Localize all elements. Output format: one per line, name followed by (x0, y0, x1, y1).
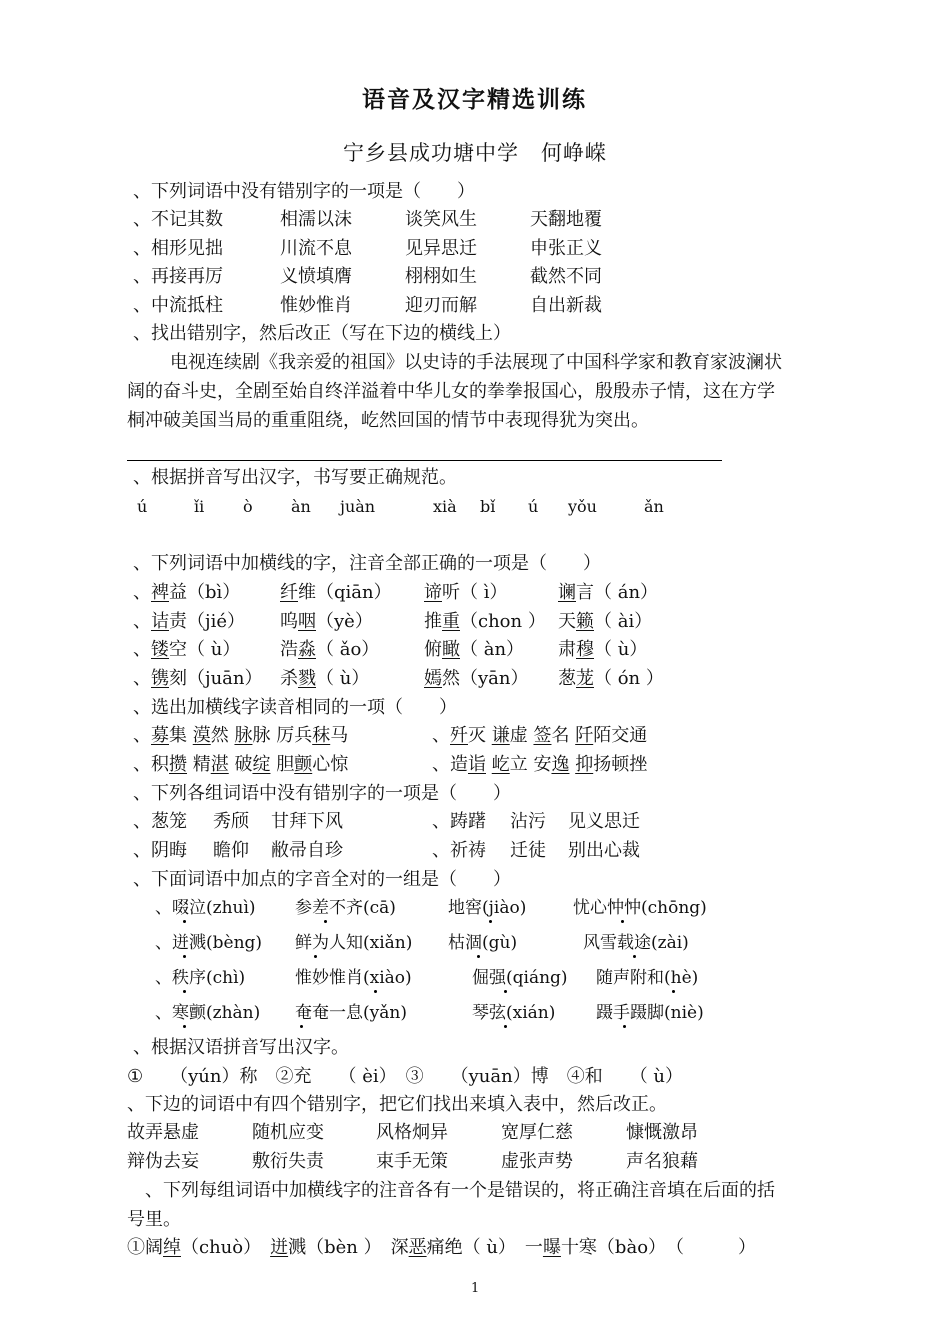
option-text: 脉 厉兵 (252, 725, 313, 746)
option-line (133, 724, 348, 748)
q7-option-item: 、秩序(chì) (155, 968, 246, 988)
emphasis-dot (183, 955, 186, 958)
q6-option-item: 瞻仰 (213, 840, 249, 861)
underlined-char: 裨 (151, 582, 169, 603)
q10-items (127, 1236, 756, 1260)
option-line (558, 610, 652, 634)
q2-paragraph-line-3: 桐冲破美国当局的重重阻绕，屹然回国的情节中表现得犹为突出。 (127, 410, 649, 431)
option-text: 、造 (432, 754, 468, 775)
q9-stem: 、下边的词语中有四个错别字，把它们找出来填入表中，然后改正。 (127, 1094, 667, 1115)
option-text: 溅（bèn ） (288, 1237, 373, 1258)
q1-option-item: 相濡以沫 (280, 209, 352, 230)
q7-stem: 、下面词语中加点的字音全对的一组是（ ） (133, 869, 511, 890)
q2-stem: 、找出错别字，然后改正（写在下边的横线上） (133, 323, 511, 344)
q3-stem: 、根据拼音写出汉字，书写要正确规范。 (133, 467, 457, 488)
emphasis-dot (300, 1025, 303, 1028)
option-text: 葱 (558, 668, 576, 689)
option-line (133, 581, 240, 605)
underlined-char: 诘 (151, 611, 169, 632)
option-text: 、 (432, 725, 450, 746)
q8-prompt: ① （yún）称 ②充 （ èi） ③ （yuān）博 ④和 （ ù） (127, 1066, 684, 1087)
q6-option-item: 别出心裁 (568, 840, 640, 861)
option-text: 、积 (133, 754, 169, 775)
option-text: 立 安 (509, 754, 552, 775)
q9-word: 声名狼藉 (626, 1151, 698, 1172)
q7-option-item: 风雪载途(zài) (583, 933, 689, 953)
underlined-char: 穆 (576, 639, 594, 660)
emphasis-dot (504, 1025, 507, 1028)
option-text: （ ǎo） (316, 639, 380, 660)
underlined-char: 诣 (468, 754, 486, 775)
option-text: （ ài） (594, 611, 653, 632)
q6-option-item: 沾污 (510, 811, 546, 832)
q1-option-item: 栩栩如生 (405, 266, 477, 287)
q10-stem-line-2: 号里。 (127, 1209, 181, 1230)
pinyin-item: bǐ (480, 497, 496, 516)
underlined-char: 戮 (298, 668, 316, 689)
option-line (280, 610, 373, 634)
q9-word: 慷慨激昂 (626, 1122, 698, 1143)
pinyin-item: ú (137, 497, 148, 516)
option-line (432, 753, 647, 777)
option-text: （ àn） (460, 639, 525, 660)
option-line (280, 581, 392, 605)
option-text: 责（jié） (169, 611, 245, 632)
pinyin-item: juàn (340, 497, 376, 516)
option-text: 心惊 (312, 754, 349, 775)
option-line (558, 667, 664, 691)
q4-stem: 、下列词语中加横线的字，注音全部正确的一项是（ ） (133, 553, 601, 574)
underlined-char: 嫣 (424, 668, 442, 689)
q1-option-item: 、相形见拙 (133, 238, 223, 259)
underlined-char: 谰 (558, 582, 576, 603)
option-text: （ ù） (316, 668, 370, 689)
q6-option-item: 甘拜下风 (271, 811, 343, 832)
emphasis-dot (672, 990, 675, 993)
q9-word: 风格炯异 (376, 1122, 448, 1143)
option-text: 刻（juān） (169, 668, 263, 689)
pinyin-item: àn (291, 497, 311, 516)
option-line (558, 638, 647, 662)
underlined-char: 咽 (298, 611, 316, 632)
option-text: 言（ án） (576, 582, 659, 603)
q7-option-item: 鲜为人知(xiǎn) (295, 933, 413, 953)
option-text: 听（ ì） (442, 582, 508, 603)
underlined-char: 迸 (270, 1237, 289, 1258)
underlined-char: 谛 (424, 582, 442, 603)
underlined-char: 恶 (408, 1237, 427, 1258)
pinyin-item: ú (528, 497, 539, 516)
option-line (280, 667, 369, 691)
option-text: （yè） (316, 611, 373, 632)
option-text: （ ù） (594, 639, 648, 660)
emphasis-dot (477, 955, 480, 958)
option-text: 名 (551, 725, 576, 746)
q2-paragraph-line-1: 电视连续剧《我亲爱的祖国》以史诗的手法展现了中国科学家和教育家波澜状 (170, 352, 782, 373)
emphasis-dot (374, 990, 377, 993)
option-text: 深 (372, 1237, 409, 1258)
q7-option-item: 随声附和(hè) (596, 968, 699, 988)
underlined-char: 淼 (298, 639, 316, 660)
underlined-char: 绽 (252, 754, 271, 775)
option-text: 、 (133, 639, 151, 660)
option-line (424, 610, 546, 634)
q9-word: 敷衍失责 (252, 1151, 324, 1172)
option-text: 、 (133, 611, 151, 632)
option-text: 扬顿挫 (593, 754, 648, 775)
q7-option-item: 倔强(qiáng) (472, 968, 568, 988)
q9-word: 束手无策 (376, 1151, 448, 1172)
option-line (424, 581, 507, 605)
q1-option-item: 川流不息 (280, 238, 352, 259)
q7-option-item: 参差不齐(cā) (295, 898, 396, 918)
q6-option-item: 、阴晦 (133, 840, 187, 861)
q7-option-item: 蹑手蹑脚(niè) (596, 1003, 704, 1023)
option-line (133, 667, 263, 691)
option-text: 精 (187, 754, 211, 775)
q7-option-item: 地窖(jiào) (448, 898, 527, 918)
q6-option-item: 秀颀 (213, 811, 249, 832)
page-number: 1 (471, 1281, 480, 1296)
author-line: 宁乡县成功塘中学 何峥嵘 (343, 141, 607, 165)
underlined-char: 阡 (575, 725, 594, 746)
underlined-char: 逸 (551, 754, 570, 775)
option-text: 空（ ù） (169, 639, 241, 660)
option-text: 胆 (270, 754, 295, 775)
emphasis-dot (623, 1025, 626, 1028)
option-line (133, 753, 348, 777)
answer-line[interactable] (127, 460, 722, 461)
emphasis-dot (633, 955, 636, 958)
q6-option-item: 迁徒 (510, 840, 546, 861)
emphasis-dot (183, 1025, 186, 1028)
emphasis-dot (314, 955, 317, 958)
q1-option-item: 、再接再厉 (133, 266, 223, 287)
underlined-char: 签 (533, 725, 552, 746)
underlined-char: 茏 (576, 668, 594, 689)
emphasis-dot (621, 920, 624, 923)
q10-stem-line-1: 、下列每组词语中加横线字的注音各有一个是错误的，将正确注音填在后面的括 (145, 1180, 775, 1201)
q6-stem: 、下列各组词语中没有错别字的一项是（ ） (133, 783, 511, 804)
option-text: 肃 (558, 639, 576, 660)
option-text: 陌交通 (593, 725, 648, 746)
q7-option-item: 琴弦(xián) (472, 1003, 556, 1023)
q1-option-item: 截然不同 (530, 266, 602, 287)
q7-option-item: 枯涸(gù) (448, 933, 518, 953)
underlined-char: 镂 (151, 639, 169, 660)
underlined-char: 颤 (294, 754, 313, 775)
q7-option-item: 、迸溅(bèng) (155, 933, 263, 953)
q7-option-item: 、啜泣(zhuì) (155, 898, 256, 918)
emphasis-dot (183, 920, 186, 923)
q6-option-item: 、祈祷 (432, 840, 486, 861)
option-text: 破 (228, 754, 253, 775)
underlined-char: 屹 (491, 754, 510, 775)
emphasis-dot (183, 990, 186, 993)
underlined-char: 纤 (280, 582, 298, 603)
underlined-char: 绰 (163, 1237, 181, 1258)
option-text: 呜 (280, 611, 298, 632)
underlined-char: 歼 (450, 725, 468, 746)
underlined-char: 募 (151, 725, 169, 746)
q6-option-item: 、葱笼 (133, 811, 187, 832)
option-line (133, 610, 245, 634)
option-text: （chuò） (181, 1237, 253, 1258)
option-line (133, 638, 240, 662)
option-text: 虚 (509, 725, 534, 746)
option-text: 集 (169, 725, 193, 746)
q7-option-item: 惟妙惟肖(xiào) (295, 968, 412, 988)
q9-word: 辩伪去妄 (127, 1151, 199, 1172)
option-text: 然（yān） (442, 668, 529, 689)
underlined-char: 湛 (210, 754, 229, 775)
option-text: 、 (133, 582, 151, 603)
option-text: 推 (424, 611, 442, 632)
option-text: ①阔 (127, 1237, 163, 1258)
pinyin-item: ǐi (194, 497, 205, 516)
option-text: 、 (133, 668, 151, 689)
pinyin-item: ò (243, 497, 253, 516)
option-text (252, 1237, 270, 1258)
q1-option-item: 见异思迁 (405, 238, 477, 259)
q7-option-item: 奄奄一息(yǎn) (295, 1003, 407, 1023)
underlined-char: 抑 (575, 754, 594, 775)
page-title: 语音及汉字精选训练 (362, 86, 587, 113)
q8-stem: 、根据汉语拼音写出汉字。 (133, 1037, 349, 1058)
q1-option-item: 、中流抵柱 (133, 295, 223, 316)
q6-option-item: 敝帚自珍 (271, 840, 343, 861)
option-text: 马 (330, 725, 349, 746)
q2-paragraph-line-2: 阔的奋斗史，全剧至始自终洋溢着中华儿女的拳拳报国心，殷殷赤子情，这在方学 (127, 381, 775, 402)
option-line (432, 724, 647, 748)
option-text: （ ón ） (594, 668, 664, 689)
option-text: 灭 (468, 725, 492, 746)
q1-option-item: 自出新裁 (530, 295, 602, 316)
emphasis-dot (504, 990, 507, 993)
option-text: 痛绝（ ù） (426, 1237, 507, 1258)
underlined-char: 镌 (151, 668, 169, 689)
option-line (280, 638, 379, 662)
option-text: 、 (133, 725, 151, 746)
pinyin-item: xià (433, 497, 457, 516)
q9-word: 虚张声势 (501, 1151, 573, 1172)
option-text: 然 (210, 725, 235, 746)
underlined-char: 重 (442, 611, 460, 632)
option-text: 浩 (280, 639, 298, 660)
underlined-char: 谦 (491, 725, 510, 746)
option-text: 十寒（bào） （ ） (560, 1237, 757, 1258)
q1-option-item: 谈笑风生 (405, 209, 477, 230)
option-text: （chon ） (460, 611, 546, 632)
underlined-char: 瞰 (442, 639, 460, 660)
option-text: 一 (506, 1237, 543, 1258)
option-text: 维（qiān） (298, 582, 392, 603)
underlined-char: 籁 (576, 611, 594, 632)
q1-stem: 、下列词语中没有错别字的一项是（ ） (133, 181, 475, 202)
q9-word: 宽厚仁慈 (501, 1122, 573, 1143)
underlined-char: 曝 (542, 1237, 561, 1258)
q1-option-item: 义愤填膺 (280, 266, 352, 287)
q7-option-item: 、寒颤(zhàn) (155, 1003, 261, 1023)
q1-option-item: 惟妙惟肖 (280, 295, 352, 316)
option-text: 天 (558, 611, 576, 632)
pinyin-item: yǒu (568, 497, 597, 516)
pinyin-item: ǎn (644, 497, 664, 516)
emphasis-dot (324, 920, 327, 923)
q7-option-item: 忧心忡忡(chōng) (573, 898, 707, 918)
q1-option-item: 迎刃而解 (405, 295, 477, 316)
q1-option-item: 申张正义 (530, 238, 602, 259)
option-line (424, 667, 529, 691)
option-line (558, 581, 658, 605)
option-text: 俯 (424, 639, 442, 660)
underlined-char: 脉 (234, 725, 253, 746)
underlined-char: 秣 (312, 725, 331, 746)
q6-option-item: 、踌躇 (432, 811, 486, 832)
option-text: 杀 (280, 668, 298, 689)
option-text: 益（bì） (169, 582, 241, 603)
q9-word: 故弄悬虚 (127, 1122, 199, 1143)
underlined-char: 攒 (169, 754, 187, 775)
q1-option-item: 、不记其数 (133, 209, 223, 230)
underlined-char: 漠 (192, 725, 211, 746)
q6-option-item: 见义思迁 (568, 811, 640, 832)
q1-option-item: 天翻地覆 (530, 209, 602, 230)
emphasis-dot (489, 920, 492, 923)
option-line (424, 638, 524, 662)
q5-stem: 、选出加横线字读音相同的一项（ ） (133, 697, 457, 718)
q9-word: 随机应变 (252, 1122, 324, 1143)
